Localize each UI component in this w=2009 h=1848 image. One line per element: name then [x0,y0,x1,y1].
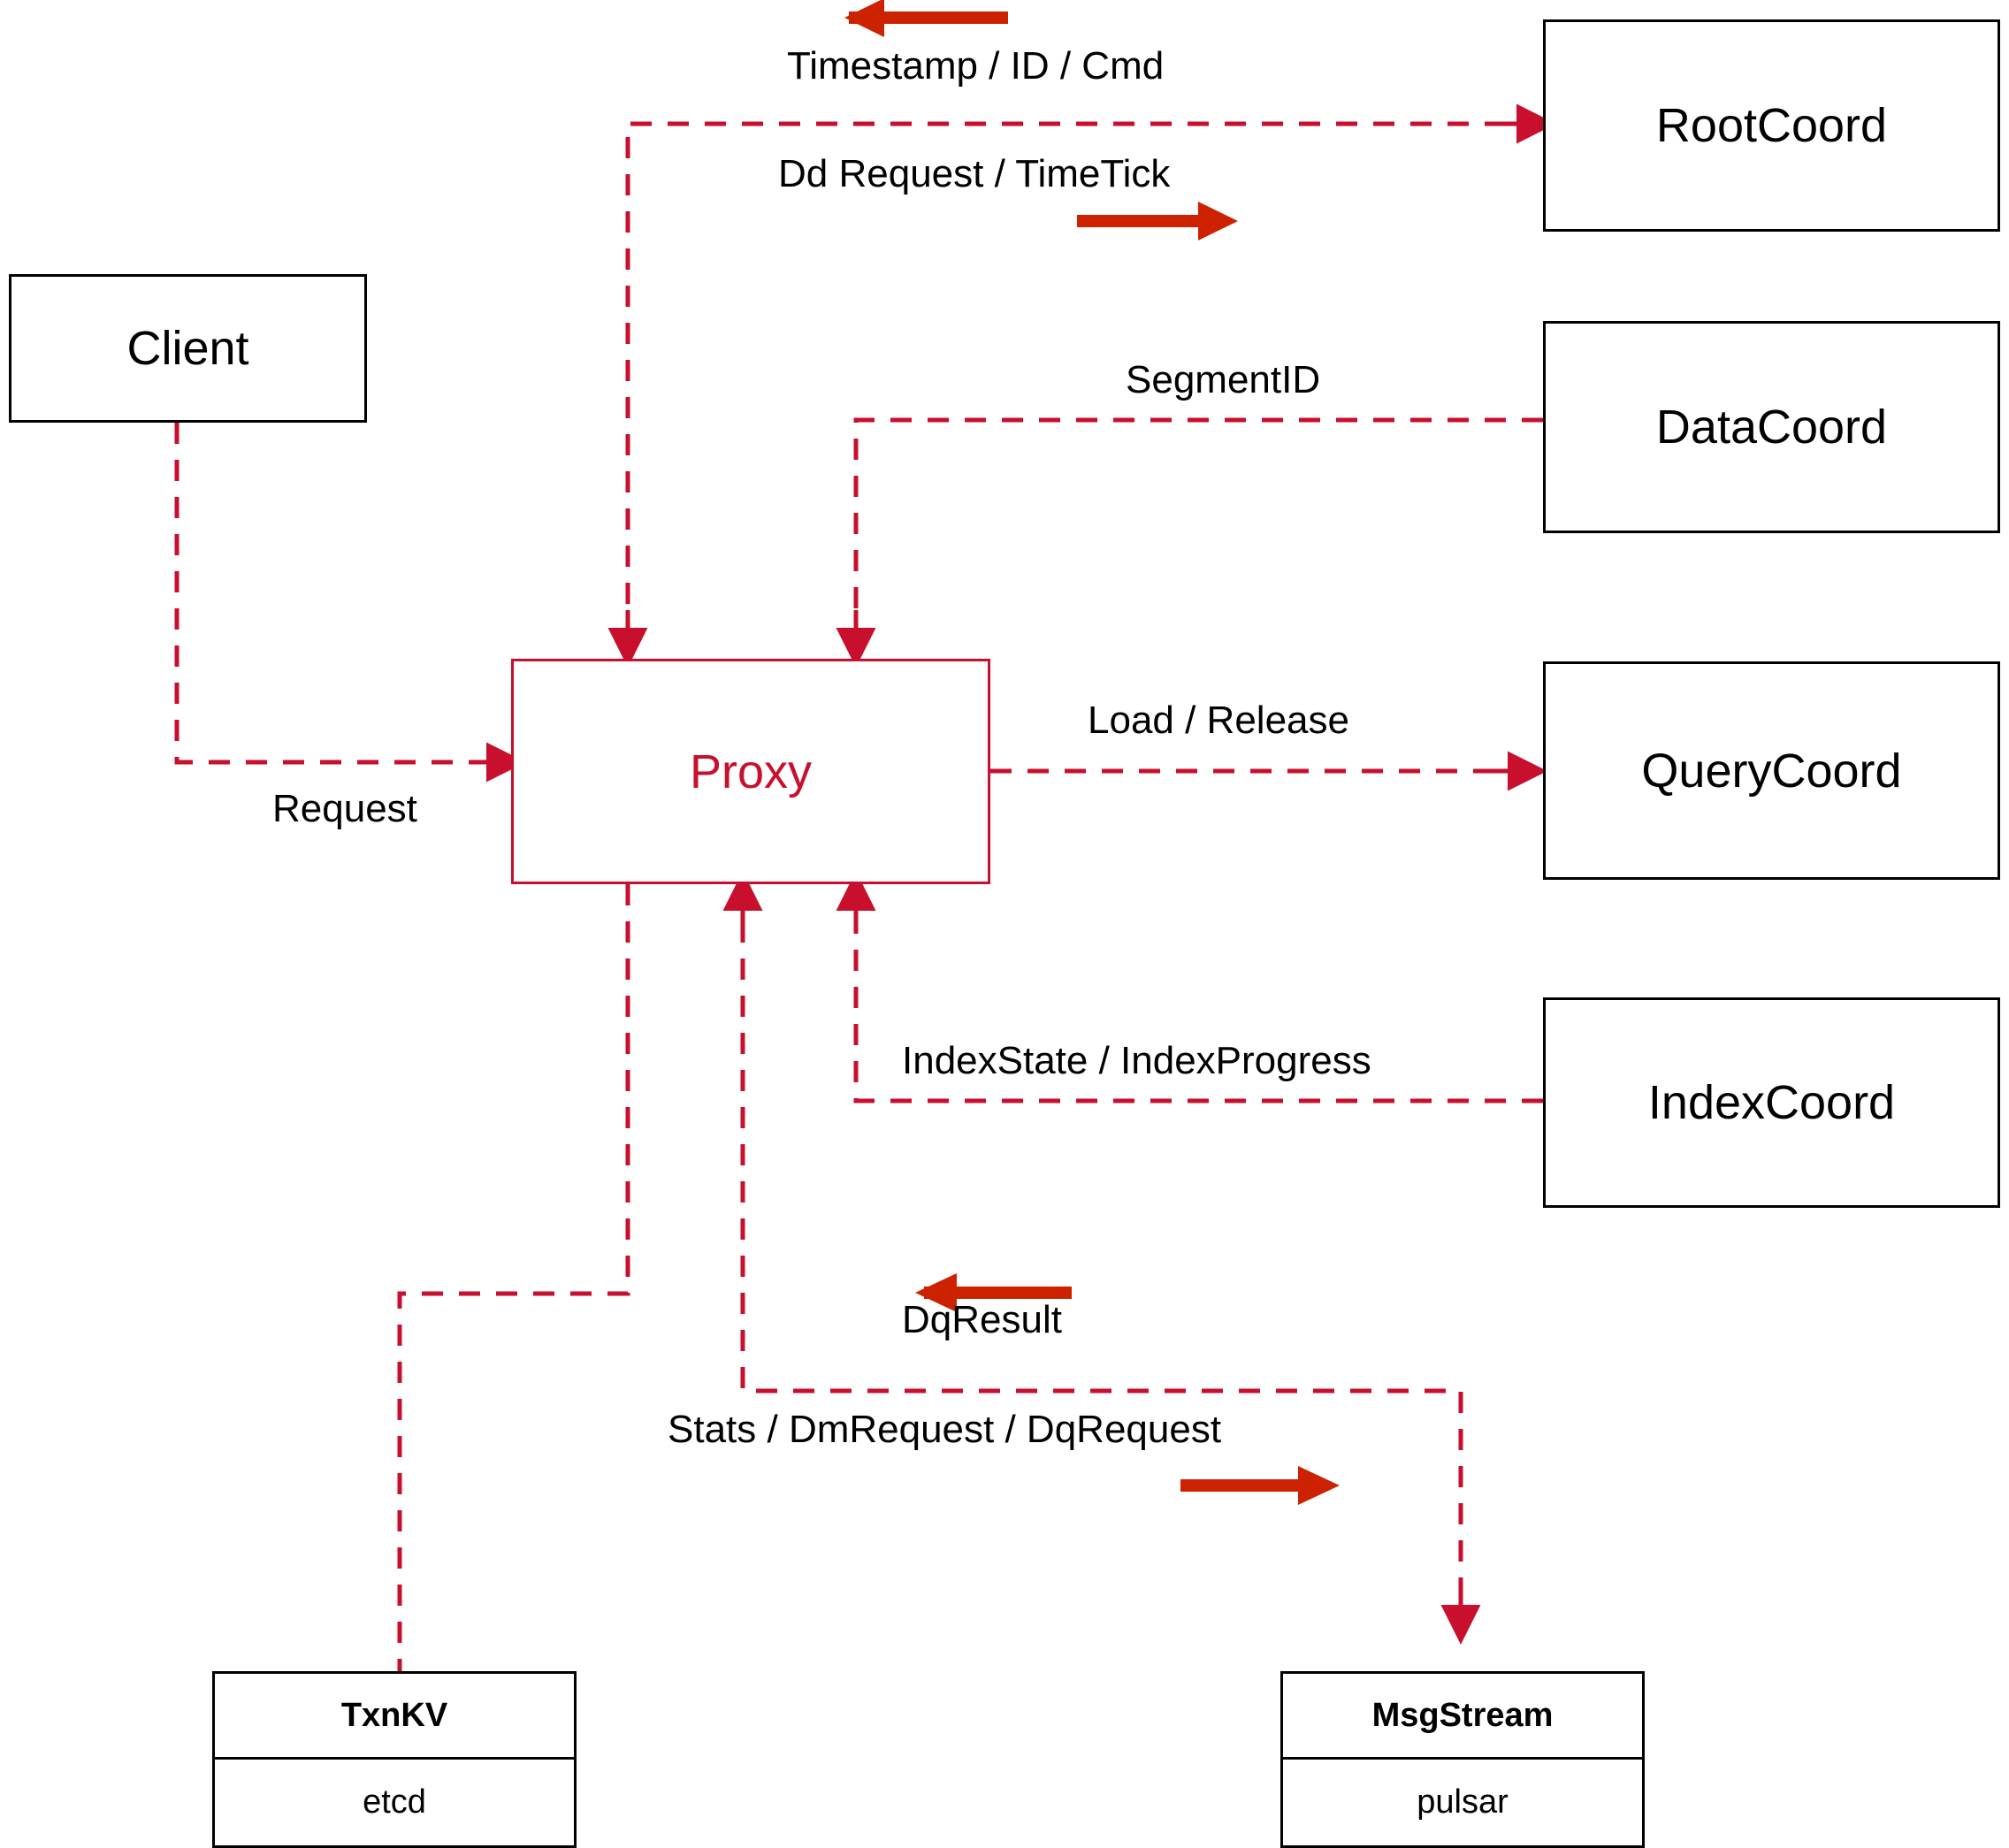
edge-label-request: Request [272,787,417,830]
node-proxy[interactable] [511,659,990,884]
edge-label-load-release: Load / Release [1088,699,1349,742]
direction-arrow-stats [1180,1466,1340,1505]
node-datacoord-label: DataCoord [1655,401,1888,454]
edge-label-indexstate-indexprogress: IndexState / IndexProgress [902,1039,1371,1082]
node-datacoord[interactable] [1543,321,2000,533]
edge-label-dqresult: DqResult [902,1298,1062,1341]
store-msgstream[interactable] [1280,1671,1645,1848]
store-txnkv-title: TxnKV [215,1674,574,1760]
store-txnkv-sub: etcd [363,1783,426,1821]
direction-arrow-timestamp [844,0,1008,37]
node-client-label: Client [126,322,249,375]
edge-datacoord-to-proxy [856,420,1543,659]
node-proxy-label: Proxy [689,745,813,798]
edge-label-stats-dmrequest-dqrequest: Stats / DmRequest / DqRequest [668,1408,1222,1451]
node-querycoord[interactable] [1543,661,2000,880]
store-msgstream-title: MsgStream [1283,1674,1642,1760]
edge-rootcoord-to-proxy [628,124,1543,659]
store-txnkv[interactable] [212,1671,577,1848]
node-client[interactable] [9,274,367,423]
node-rootcoord[interactable] [1543,19,2000,232]
direction-arrow-ddrequest [1077,202,1238,241]
node-indexcoord-label: IndexCoord [1647,1076,1896,1129]
edge-label-segmentid: SegmentID [1126,358,1321,401]
store-msgstream-sub: pulsar [1417,1783,1509,1821]
edge-label-timestamp-id-cmd: Timestamp / ID / Cmd [787,44,1165,88]
edge-label-dd-request-timetick: Dd Request / TimeTick [778,152,1171,195]
node-querycoord-label: QueryCoord [1641,744,1902,798]
edge-client-to-proxy [177,423,517,762]
edge-proxy-to-txnkv [400,884,628,1671]
edge-proxy-msgstream [743,880,1461,1636]
node-indexcoord[interactable] [1543,997,2000,1208]
node-rootcoord-label: RootCoord [1655,99,1888,152]
